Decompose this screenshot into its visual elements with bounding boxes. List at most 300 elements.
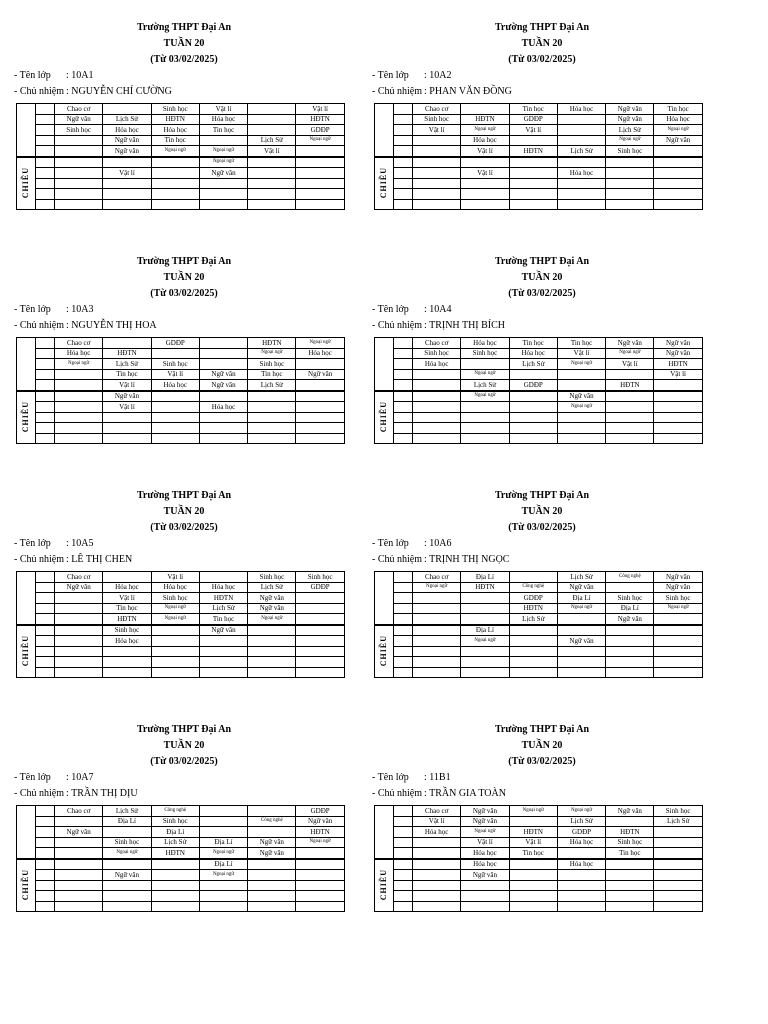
subject-cell: Lịch Sử <box>103 114 151 125</box>
subject-cell: Vật lí <box>103 402 151 413</box>
subject-cell <box>296 891 344 902</box>
subject-cell <box>654 646 702 657</box>
subject-cell <box>55 848 103 859</box>
period-cell <box>394 433 413 444</box>
subject-cell <box>199 338 247 349</box>
subject-cell: GDĐP <box>557 827 605 838</box>
subject-cell <box>557 625 605 636</box>
timetable-row <box>375 104 703 115</box>
subject-cell <box>199 891 247 902</box>
timetable-row <box>17 412 345 423</box>
subject-cell <box>606 891 654 902</box>
class-schedule-block <box>372 722 702 912</box>
class-label: - Tên lớp <box>372 304 409 315</box>
subject-cell: HĐTN <box>509 827 557 838</box>
subject-cell <box>606 582 654 593</box>
teacher-label: - Chủ nhiệm <box>14 788 64 799</box>
week-title: TUẦN 20 <box>163 272 205 283</box>
subject-cell <box>654 146 702 157</box>
subject-cell <box>606 636 654 647</box>
teacher-label: - Chủ nhiệm <box>372 788 422 799</box>
subject-cell <box>296 657 344 668</box>
subject-cell: Hóa học <box>654 114 702 125</box>
subject-cell <box>413 636 461 647</box>
timetable-row <box>17 359 345 370</box>
subject-cell <box>413 646 461 657</box>
subject-cell <box>248 433 296 444</box>
subject-cell: Ngoại ngữ <box>509 806 557 817</box>
subject-cell <box>248 423 296 434</box>
timetable <box>16 337 345 444</box>
timetable-row <box>17 157 345 168</box>
school-name: Trường THPT Đại An <box>494 256 590 267</box>
week-date-range: (Từ 03/02/2025) <box>508 522 576 533</box>
timetable-row <box>17 806 345 817</box>
subject-cell: Ngoại ngữ <box>296 837 344 848</box>
homeroom-teacher: : PHAN VĂN ĐỒNG <box>424 86 512 97</box>
subject-cell: Ngoại ngữ <box>654 125 702 136</box>
class-schedule-block <box>372 254 702 444</box>
subject-cell: Ngữ văn <box>199 380 247 391</box>
subject-cell: GDĐP <box>296 806 344 817</box>
subject-cell <box>248 412 296 423</box>
subject-cell <box>248 189 296 200</box>
subject-cell <box>654 157 702 168</box>
subject-cell <box>55 593 103 604</box>
teacher-label: - Chủ nhiệm <box>372 554 422 565</box>
timetable-row <box>17 657 345 668</box>
period-cell <box>36 199 55 210</box>
class-name-line <box>14 68 344 84</box>
subject-cell: Ngữ văn <box>296 369 344 380</box>
subject-cell: Ngoại ngữ <box>461 827 509 838</box>
subject-cell: Vật lí <box>413 816 461 827</box>
period-cell <box>36 114 55 125</box>
period-cell <box>394 827 413 838</box>
afternoon-label-text: CHIỀU <box>379 868 388 900</box>
subject-cell <box>199 135 247 146</box>
subject-cell: Ngữ văn <box>557 636 605 647</box>
subject-cell <box>248 391 296 402</box>
subject-cell: Sinh học <box>151 593 199 604</box>
subject-cell <box>654 168 702 179</box>
subject-cell: Ngữ văn <box>248 603 296 614</box>
timetable-row <box>375 380 703 391</box>
subject-cell <box>199 412 247 423</box>
subject-cell: Vật lí <box>199 104 247 115</box>
subject-cell <box>509 667 557 678</box>
subject-cell: Ngữ văn <box>199 369 247 380</box>
subject-cell: Ngữ văn <box>296 816 344 827</box>
subject-cell: Ngoại ngữ <box>557 359 605 370</box>
class-schedule-block <box>14 722 344 912</box>
subject-cell <box>103 199 151 210</box>
subject-cell <box>151 891 199 902</box>
subject-cell <box>199 816 247 827</box>
subject-cell: Hóa học <box>461 848 509 859</box>
subject-cell: Ngữ văn <box>654 348 702 359</box>
subject-cell: GDĐP <box>296 582 344 593</box>
period-cell <box>394 157 413 168</box>
homeroom-teacher: : NGUYỄN THỊ HOA <box>66 320 157 331</box>
week-date-range: (Từ 03/02/2025) <box>508 54 576 65</box>
period-cell <box>36 806 55 817</box>
timetable-row <box>375 146 703 157</box>
period-cell <box>394 199 413 210</box>
class-label: - Tên lớp <box>372 538 409 549</box>
subject-cell: HĐTN <box>509 146 557 157</box>
timetable-row <box>17 433 345 444</box>
subject-cell: Hóa học <box>557 837 605 848</box>
subject-cell <box>509 199 557 210</box>
subject-cell: Ngữ văn <box>199 168 247 179</box>
subject-cell <box>55 816 103 827</box>
subject-cell: Tin học <box>248 369 296 380</box>
subject-cell <box>509 135 557 146</box>
subject-cell <box>654 380 702 391</box>
period-cell <box>394 178 413 189</box>
subject-cell: Hóa học <box>199 114 247 125</box>
subject-cell <box>199 391 247 402</box>
timetable-row <box>17 646 345 657</box>
subject-cell: Lịch Sử <box>557 146 605 157</box>
period-cell <box>394 816 413 827</box>
subject-cell <box>248 199 296 210</box>
subject-cell <box>509 891 557 902</box>
subject-cell <box>654 667 702 678</box>
period-cell <box>394 806 413 817</box>
period-cell <box>36 891 55 902</box>
subject-cell: Ngoại ngữ <box>248 348 296 359</box>
period-cell <box>394 657 413 668</box>
timetable-row <box>17 603 345 614</box>
week-title: TUẦN 20 <box>521 272 563 283</box>
class-schedule-block <box>372 488 702 678</box>
period-cell <box>36 380 55 391</box>
subject-cell: Lịch Sử <box>654 816 702 827</box>
subject-cell <box>55 199 103 210</box>
subject-cell <box>103 412 151 423</box>
subject-cell: Công nghệ <box>509 582 557 593</box>
timetable-row <box>17 114 345 125</box>
subject-cell: Hóa học <box>557 104 605 115</box>
subject-cell: Lịch Sử <box>103 806 151 817</box>
timetable-row <box>17 593 345 604</box>
subject-cell <box>103 423 151 434</box>
subject-cell: Vật lí <box>509 125 557 136</box>
subject-cell: HĐTN <box>151 848 199 859</box>
subject-cell: Lịch Sử <box>461 380 509 391</box>
subject-cell: Sinh học <box>151 816 199 827</box>
subject-cell <box>557 891 605 902</box>
subject-cell: Ngoại ngữ <box>248 614 296 625</box>
subject-cell: Vật lí <box>461 146 509 157</box>
afternoon-session-label <box>375 859 394 912</box>
period-cell <box>36 827 55 838</box>
teacher-label: - Chủ nhiệm <box>372 86 422 97</box>
subject-cell <box>509 870 557 881</box>
subject-cell <box>296 848 344 859</box>
period-cell <box>394 423 413 434</box>
school-name: Trường THPT Đại An <box>136 490 232 501</box>
subject-cell <box>55 891 103 902</box>
subject-cell: Lịch Sử <box>248 135 296 146</box>
subject-cell <box>151 433 199 444</box>
subject-cell <box>55 380 103 391</box>
timetable-row <box>17 391 345 402</box>
subject-cell <box>413 837 461 848</box>
subject-cell: GDĐP <box>509 593 557 604</box>
subject-cell <box>413 369 461 380</box>
timetable <box>374 337 703 444</box>
morning-session-label <box>17 104 36 157</box>
subject-cell: HĐTN <box>606 827 654 838</box>
timetable-row <box>375 827 703 838</box>
subject-cell: Tin học <box>509 338 557 349</box>
homeroom-teacher-line <box>14 786 344 802</box>
subject-cell <box>199 423 247 434</box>
period-cell <box>394 369 413 380</box>
subject-cell: Vật lí <box>248 146 296 157</box>
timetable-row <box>375 625 703 636</box>
period-cell <box>36 146 55 157</box>
subject-cell <box>103 880 151 891</box>
subject-cell <box>413 135 461 146</box>
subject-cell <box>413 593 461 604</box>
subject-cell <box>557 433 605 444</box>
subject-cell: Ngữ văn <box>199 625 247 636</box>
subject-cell <box>654 433 702 444</box>
subject-cell <box>55 667 103 678</box>
subject-cell <box>461 359 509 370</box>
subject-cell <box>151 391 199 402</box>
subject-cell <box>654 848 702 859</box>
subject-cell <box>103 433 151 444</box>
subject-cell: Hóa học <box>509 348 557 359</box>
class-name-line <box>372 770 702 786</box>
period-cell <box>394 880 413 891</box>
timetable-row <box>17 104 345 115</box>
timetable-row <box>375 189 703 200</box>
subject-cell <box>509 423 557 434</box>
period-cell <box>394 646 413 657</box>
period-cell <box>36 901 55 912</box>
afternoon-session-label <box>17 625 36 678</box>
period-cell <box>394 114 413 125</box>
period-cell <box>394 348 413 359</box>
subject-cell <box>413 625 461 636</box>
subject-cell: GDĐP <box>296 125 344 136</box>
subject-cell <box>509 646 557 657</box>
period-cell <box>36 338 55 349</box>
subject-cell <box>413 168 461 179</box>
period-cell <box>36 348 55 359</box>
class-name-line <box>14 770 344 786</box>
subject-cell: Tin học <box>103 603 151 614</box>
timetable-row <box>375 402 703 413</box>
period-cell <box>394 901 413 912</box>
subject-cell: Hóa học <box>461 135 509 146</box>
subject-cell <box>103 104 151 115</box>
subject-cell: GDĐP <box>509 380 557 391</box>
class-name: : 11B1 <box>424 772 451 783</box>
period-cell <box>394 625 413 636</box>
timetable-row <box>375 806 703 817</box>
subject-cell <box>151 870 199 881</box>
week-date-range: (Từ 03/02/2025) <box>150 54 218 65</box>
subject-cell: Ngữ văn <box>103 870 151 881</box>
subject-cell: Sinh học <box>248 572 296 583</box>
subject-cell: Ngữ văn <box>461 816 509 827</box>
afternoon-session-label <box>17 157 36 210</box>
period-cell <box>36 135 55 146</box>
subject-cell <box>606 168 654 179</box>
subject-cell <box>606 625 654 636</box>
class-schedule-block <box>14 20 344 210</box>
subject-cell: Sinh học <box>654 806 702 817</box>
timetable <box>374 571 703 678</box>
class-label: - Tên lớp <box>14 70 51 81</box>
subject-cell <box>248 891 296 902</box>
timetable <box>374 805 703 912</box>
subject-cell <box>509 625 557 636</box>
subject-cell <box>151 178 199 189</box>
subject-cell <box>606 369 654 380</box>
subject-cell: Sinh học <box>461 348 509 359</box>
subject-cell <box>461 603 509 614</box>
morning-session-label <box>375 806 394 859</box>
period-cell <box>36 369 55 380</box>
subject-cell: HĐTN <box>151 114 199 125</box>
subject-cell: Ngữ văn <box>606 614 654 625</box>
subject-cell: Ngữ văn <box>606 338 654 349</box>
subject-cell <box>413 199 461 210</box>
subject-cell <box>413 412 461 423</box>
subject-cell: Ngữ văn <box>248 837 296 848</box>
subject-cell: HĐTN <box>606 380 654 391</box>
subject-cell <box>199 636 247 647</box>
subject-cell: Ngoại ngữ <box>199 157 247 168</box>
subject-cell <box>55 614 103 625</box>
subject-cell: Ngữ văn <box>654 572 702 583</box>
afternoon-label-text: CHIỀU <box>21 634 30 666</box>
period-cell <box>36 625 55 636</box>
homeroom-teacher: : TRẦN THỊ DỊU <box>66 788 138 799</box>
subject-cell <box>557 199 605 210</box>
subject-cell <box>296 402 344 413</box>
subject-cell: HĐTN <box>248 338 296 349</box>
subject-cell <box>55 433 103 444</box>
class-label: - Tên lớp <box>14 772 51 783</box>
subject-cell <box>296 870 344 881</box>
subject-cell <box>55 157 103 168</box>
period-cell <box>36 104 55 115</box>
week-title: TUẦN 20 <box>521 740 563 751</box>
subject-cell <box>606 433 654 444</box>
subject-cell <box>151 423 199 434</box>
timetable-row <box>375 391 703 402</box>
subject-cell <box>296 157 344 168</box>
subject-cell <box>606 157 654 168</box>
subject-cell <box>55 178 103 189</box>
subject-cell <box>151 625 199 636</box>
class-name: : 10A6 <box>424 538 452 549</box>
subject-cell <box>654 636 702 647</box>
week-date-range: (Từ 03/02/2025) <box>150 522 218 533</box>
subject-cell: Vật lí <box>557 348 605 359</box>
subject-cell <box>606 402 654 413</box>
period-cell <box>36 646 55 657</box>
morning-session-label <box>17 572 36 625</box>
subject-cell: Chao cơ <box>413 572 461 583</box>
subject-cell: Tin học <box>199 125 247 136</box>
subject-cell <box>103 338 151 349</box>
subject-cell <box>509 168 557 179</box>
timetable-row <box>17 189 345 200</box>
period-cell <box>36 603 55 614</box>
subject-cell: Chao cơ <box>413 806 461 817</box>
timetable-row <box>17 178 345 189</box>
subject-cell <box>606 667 654 678</box>
subject-cell <box>103 189 151 200</box>
subject-cell <box>55 870 103 881</box>
subject-cell: Địa Lí <box>103 816 151 827</box>
afternoon-session-label <box>17 391 36 444</box>
subject-cell <box>55 636 103 647</box>
timetable <box>374 103 703 210</box>
period-cell <box>36 189 55 200</box>
subject-cell: Ngữ văn <box>461 870 509 881</box>
subject-cell: Địa Lí <box>557 593 605 604</box>
subject-cell <box>413 423 461 434</box>
subject-cell <box>296 433 344 444</box>
timetable-row <box>375 369 703 380</box>
subject-cell: Chao cơ <box>55 572 103 583</box>
subject-cell <box>151 646 199 657</box>
period-cell <box>36 667 55 678</box>
subject-cell <box>413 178 461 189</box>
timetable-row <box>17 572 345 583</box>
homeroom-teacher-line <box>372 318 702 334</box>
subject-cell <box>296 380 344 391</box>
subject-cell <box>248 157 296 168</box>
subject-cell <box>296 168 344 179</box>
subject-cell: Lịch Sử <box>199 603 247 614</box>
school-name: Trường THPT Đại An <box>494 724 590 735</box>
subject-cell <box>654 412 702 423</box>
subject-cell <box>654 837 702 848</box>
subject-cell <box>509 412 557 423</box>
timetable-row <box>375 582 703 593</box>
subject-cell: Lịch Sử <box>151 837 199 848</box>
subject-cell <box>606 859 654 870</box>
subject-cell <box>248 114 296 125</box>
subject-cell: Ngoại ngữ <box>461 391 509 402</box>
timetable-row <box>375 199 703 210</box>
subject-cell <box>461 433 509 444</box>
subject-cell: Sinh học <box>413 348 461 359</box>
homeroom-teacher-line <box>14 84 344 100</box>
subject-cell <box>199 178 247 189</box>
timetable-row <box>375 891 703 902</box>
timetable-row <box>375 359 703 370</box>
subject-cell: Ngữ văn <box>557 582 605 593</box>
subject-cell <box>606 412 654 423</box>
subject-cell <box>557 870 605 881</box>
school-name: Trường THPT Đại An <box>494 490 590 501</box>
timetable-row <box>375 168 703 179</box>
subject-cell <box>654 870 702 881</box>
